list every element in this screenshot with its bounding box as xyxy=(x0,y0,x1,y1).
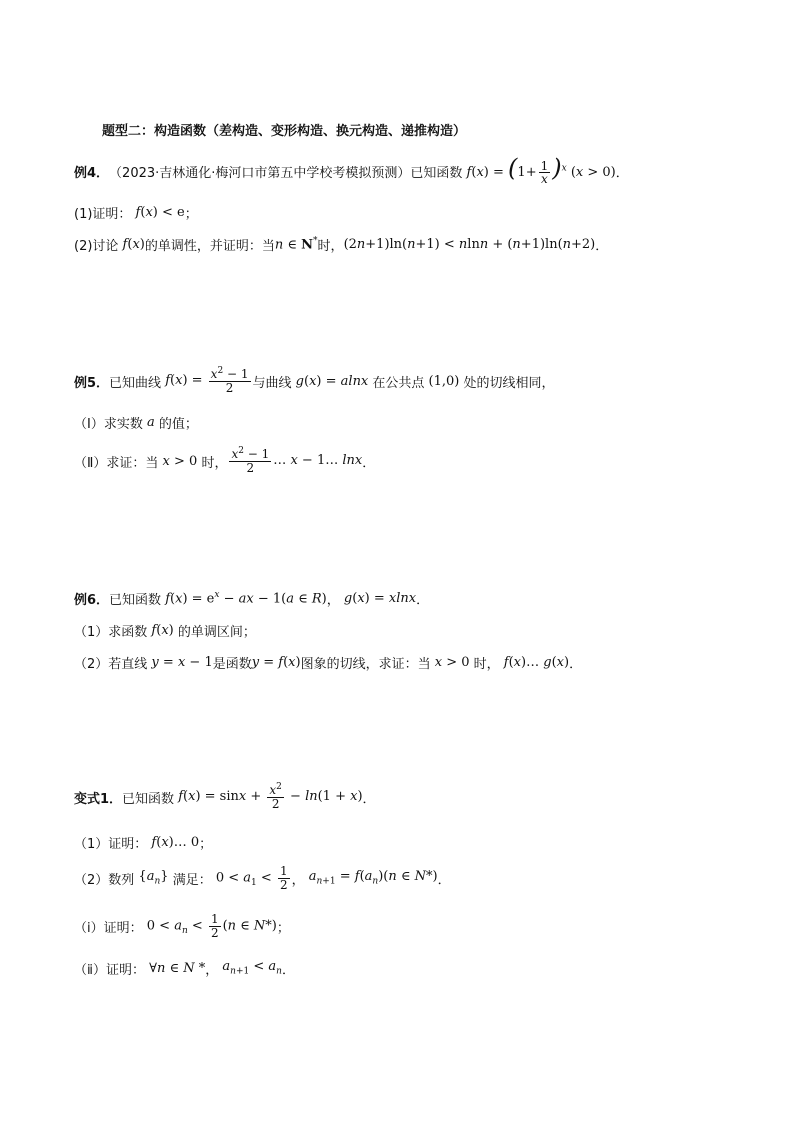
section-heading: 题型二：构造函数（差构造、变形构造、换元构造、递推构造） xyxy=(102,124,467,139)
variant-1-statement: 变式1． 已知函数 f(x) = sinx + $\frac{x^2}{2}$ − ln(1 + x) ． xyxy=(74,782,376,811)
variant-1-question-1: （1）证明： f(x)… 0 ； xyxy=(74,834,213,852)
example-5-question-2: （Ⅱ）求证：当 x > 0 时， $\frac{x^2 - 1}{2}$ … x − 1… lnx ． xyxy=(74,446,376,475)
example-5-question-1: （Ⅰ）求实数 a 的值； xyxy=(74,414,198,432)
part-1-inequality: f(x) < e xyxy=(131,204,185,220)
example-5-label: 例5． xyxy=(74,375,110,391)
part-2-inequality: (2n+1)ln(n+1) < nlnn + (n+1)ln(n+2) xyxy=(343,236,596,252)
example-4-part-2: (2)讨论 f(x) 的单调性，并证明：当 n ∈ N* 时， (2n+1)ln(n+1) < nlnn + (n+1)ln(n+2) ． xyxy=(74,235,609,254)
example-6-question-2: （2）若直线 y = x − 1 是函数 y = f(x) 图象的切线，求证：当 x > 0 时， f(x)… g(x) ． xyxy=(74,654,583,672)
example-4-label: 例4． xyxy=(74,165,110,181)
variant-1-label: 变式1． xyxy=(74,791,123,807)
example-4-part-1: (1)证明： f(x) < e ； xyxy=(74,204,198,222)
example-6-inequality: f(x)… g(x) xyxy=(499,654,570,670)
example-4-source: （2023·吉林通化·梅河口市第五中学校考模拟预测）已知函数 xyxy=(109,165,463,181)
example-5-inequality: $\frac{x^2 - 1}{2}$ … x − 1… lnx xyxy=(231,446,363,475)
example-6-question-1: （1）求函数 f(x) 的单调区间； xyxy=(74,622,256,640)
example-4-statement: 例4． （2023·吉林通化·梅河口市第五中学校考模拟预测）已知函数 f(x) = (1+ $\frac{1}{x}$ )$^x$ (x > 0) ． xyxy=(74,154,629,187)
variant-1-question-2: （2）数列 $\{a_n\}$ 满足： $0 < a_1$ < $\frac{1}{2}$ ， $a_{n+1} = f(a_n)(n$ ∈ N*) ． xyxy=(74,863,451,892)
example-4-function-formula: f(x) = (1+ $\frac{1}{x}$ )$^x$ (x > 0) xyxy=(462,154,616,187)
variant-1-question-i: （ⅰ）证明： $0 < a_n$ < $\frac{1}{2}$ (n ∈ N*) ； xyxy=(74,911,290,940)
example-6-statement: 例6． 已知函数 $f(x) = e^x$ − ax − 1(a ∈ R) ， g(x) = xlnx ． xyxy=(74,589,430,608)
variant-1-question-ii: （ⅱ）证明： ∀n ∈ N * ， $a_{n+1} < a_n$ ． xyxy=(74,959,295,978)
example-5-statement: 例5． 已知曲线 f(x) = $\frac{x^2 - 1}{2}$ 与曲线 g(x) = alnx 在公共点 (1,0) 处的切线相同， xyxy=(74,366,555,395)
example-6-label: 例6． xyxy=(74,592,110,608)
